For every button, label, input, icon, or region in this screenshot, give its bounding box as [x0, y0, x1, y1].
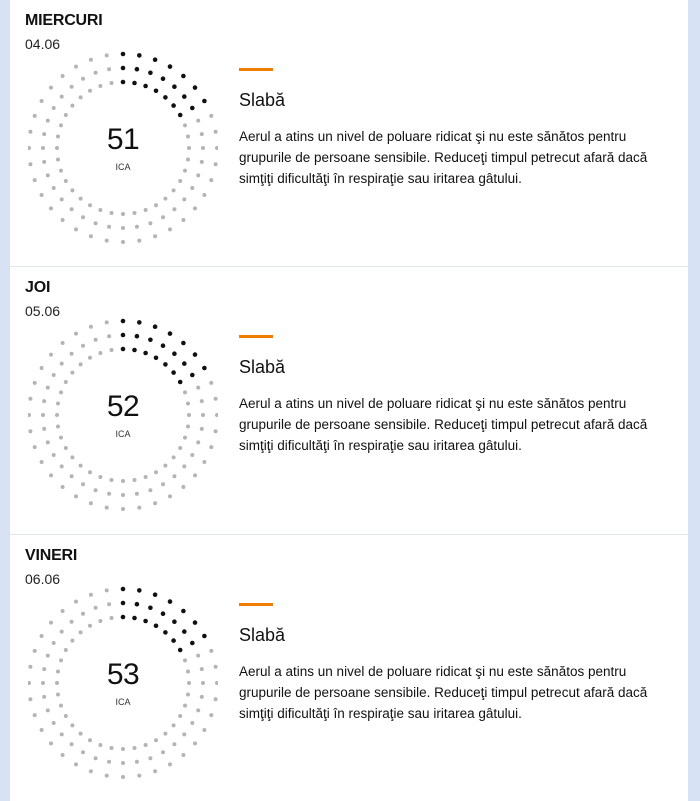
gauge-dot-active: [163, 95, 168, 100]
gauge-dot-inactive: [110, 211, 114, 215]
gauge-dot-inactive: [81, 612, 85, 616]
gauge-dot-inactive: [202, 460, 206, 464]
gauge-dot-active: [132, 81, 137, 86]
gauge-dot-active: [193, 352, 198, 357]
gauge-dot-inactive: [178, 446, 182, 450]
gauge-dot-inactive: [105, 506, 109, 510]
gauge-dot-active: [182, 94, 187, 99]
gauge-dot-active: [182, 361, 187, 366]
gauge-dot-inactive: [61, 485, 65, 489]
gauge-dot-inactive: [88, 624, 92, 628]
gauge-dot-inactive: [137, 239, 141, 243]
gauge-dot-inactive: [186, 693, 190, 697]
gauge-dot-inactive: [105, 588, 109, 592]
gauge-dot-inactive: [79, 732, 83, 736]
gauge-dot-inactive: [148, 488, 152, 492]
gauge-dot-active: [137, 53, 142, 58]
gauge-dot-active: [172, 84, 177, 89]
gauge-dot-inactive: [46, 173, 50, 177]
gauge-dot-inactive: [181, 218, 185, 222]
gauge-dot-inactive: [46, 386, 50, 390]
gauge-dot-inactive: [153, 234, 157, 238]
gauge-dot-active: [202, 366, 207, 371]
gauge-dot-inactive: [107, 67, 111, 71]
gauge-dot-inactive: [81, 750, 85, 754]
gauge-dot-inactive: [88, 203, 92, 207]
gauge-dot-inactive: [190, 186, 194, 190]
gauge-dot-inactive: [52, 106, 56, 110]
gauge-dot-inactive: [168, 762, 172, 766]
gauge-dot-inactive: [79, 630, 83, 634]
day-date: 04.06: [25, 36, 61, 52]
gauge-dot-inactive: [52, 721, 56, 725]
gauge-dot-inactive: [172, 207, 176, 211]
gauge-dot-inactive: [70, 207, 74, 211]
gauge-dot-active: [154, 624, 159, 629]
gauge-dot-inactive: [98, 619, 102, 623]
gauge-dot-active: [153, 57, 158, 62]
gauge-dot-inactive: [60, 732, 64, 736]
day-name: VINERI: [25, 547, 78, 564]
gauge-dot-inactive: [209, 178, 213, 182]
gauge-dot-active: [148, 71, 153, 76]
gauge-dot-inactive: [89, 325, 93, 329]
gauge-dot-inactive: [154, 470, 158, 474]
gauge-dot-active: [121, 319, 126, 324]
gauge-dot-inactive: [49, 473, 53, 477]
gauge-dot-inactive: [178, 179, 182, 183]
gauge-dot-inactive: [70, 723, 74, 727]
day-name: MIERCURI: [25, 12, 103, 29]
gauge-dot-inactive: [181, 485, 185, 489]
level-accent-bar: [239, 335, 273, 338]
gauge-dot-inactive: [209, 713, 213, 717]
gauge-dot-active: [154, 89, 159, 94]
gauge-dot-inactive: [70, 455, 74, 459]
gauge-dot-inactive: [172, 723, 176, 727]
gauge-dot-inactive: [182, 464, 186, 468]
gauge-dot-inactive: [52, 453, 56, 457]
gauge-dot-inactive: [186, 158, 190, 162]
gauge-dot-inactive: [110, 616, 114, 620]
aqi-unit-label: ICA: [115, 162, 131, 172]
gauge-dot-active: [161, 343, 166, 348]
gauge-dot-inactive: [121, 761, 125, 765]
gauge-dot-inactive: [46, 654, 50, 658]
gauge-dot-inactive: [161, 215, 165, 219]
gauge-dot-inactive: [94, 488, 98, 492]
gauge-dot-inactive: [186, 425, 190, 429]
gauge-dot-inactive: [70, 352, 74, 356]
gauge-dot-inactive: [121, 240, 125, 244]
gauge-dot-active: [193, 85, 198, 90]
aqi-unit-label: ICA: [115, 429, 131, 439]
forecast-card-wednesday: [10, 0, 688, 266]
gauge-dot-active: [171, 638, 176, 643]
gauge-dot-inactive: [46, 119, 50, 123]
gauge-dot-active: [121, 333, 126, 338]
gauge-dot-inactive: [33, 178, 37, 182]
gauge-dot-inactive: [110, 478, 114, 482]
gauge-dot-inactive: [182, 197, 186, 201]
gauge-dot-inactive: [154, 203, 158, 207]
gauge-dot-inactive: [33, 649, 37, 653]
gauge-dot-active: [172, 619, 177, 624]
gauge-dot-inactive: [181, 753, 185, 757]
gauge-dot-inactive: [74, 762, 78, 766]
gauge-dot-active: [161, 76, 166, 81]
gauge-dot-inactive: [61, 218, 65, 222]
air-quality-description: Aerul a atins un nivel de poluare ridicat şi nu este sănătos pentru grupurile de persoane sensibile. Reduceţi timpul petrecut afară dacă simţiţi dificultăţi în respiraţie sau iritarea gâtului.: [239, 129, 648, 186]
gauge-dot-inactive: [209, 381, 213, 385]
gauge-dot-inactive: [74, 494, 78, 498]
gauge-dot-active: [135, 67, 140, 72]
gauge-dot-active: [121, 615, 126, 620]
gauge-dot-inactive: [89, 769, 93, 773]
gauge-dot-inactive: [60, 95, 64, 99]
gauge-dot-inactive: [137, 506, 141, 510]
gauge-dot-active: [202, 99, 207, 104]
aqi-value: 51: [106, 123, 140, 156]
gauge-dot-active: [153, 592, 158, 597]
gauge-dot-active: [135, 334, 140, 339]
day-name: JOI: [25, 279, 51, 296]
gauge-dot-inactive: [33, 445, 37, 449]
gauge-dot-active: [148, 606, 153, 611]
gauge-dot-inactive: [190, 721, 194, 725]
gauge-dot-inactive: [70, 742, 74, 746]
aqi-gauge: [28, 317, 218, 517]
gauge-dot-inactive: [190, 453, 194, 457]
gauge-dot-inactive: [178, 714, 182, 718]
gauge-dot-active: [178, 113, 183, 118]
gauge-dot-inactive: [105, 53, 109, 57]
gauge-dot-inactive: [61, 753, 65, 757]
gauge-dot-inactive: [144, 743, 148, 747]
aqi-value: 53: [106, 658, 140, 691]
gauge-dot-inactive: [40, 366, 44, 370]
gauge-dot-inactive: [107, 334, 111, 338]
gauge-dot-inactive: [89, 58, 93, 62]
gauge-dot-inactive: [110, 746, 114, 750]
gauge-dot-inactive: [105, 774, 109, 778]
gauge-dot-inactive: [49, 621, 53, 625]
gauge-dot-inactive: [88, 89, 92, 93]
gauge-dot-active: [153, 324, 158, 329]
gauge-dot-active: [121, 587, 126, 592]
gauge-dot-inactive: [148, 756, 152, 760]
gauge-dot-inactive: [98, 351, 102, 355]
gauge-dot-inactive: [182, 732, 186, 736]
gauge-dot-inactive: [60, 197, 64, 201]
gauge-dot-inactive: [163, 464, 167, 468]
gauge-dot-active: [172, 351, 177, 356]
gauge-dot-active: [181, 341, 186, 346]
gauge-dot-inactive: [74, 600, 78, 604]
gauge-dot-inactive: [163, 197, 167, 201]
gauge-dot-inactive: [168, 494, 172, 498]
gauge-dot-inactive: [40, 460, 44, 464]
gauge-dot-active: [137, 320, 142, 325]
gauge-dot-inactive: [163, 732, 167, 736]
gauge-dot-active: [193, 620, 198, 625]
gauge-dot-inactive: [196, 654, 200, 658]
gauge-dot-active: [181, 74, 186, 79]
gauge-dot-inactive: [107, 602, 111, 606]
gauge-dot-inactive: [64, 179, 68, 183]
gauge-dot-inactive: [49, 353, 53, 357]
gauge-dot-inactive: [74, 332, 78, 336]
gauge-dot-inactive: [33, 381, 37, 385]
gauge-dot-inactive: [56, 425, 60, 429]
gauge-dot-inactive: [121, 507, 125, 511]
gauge-dot-inactive: [94, 221, 98, 225]
gauge-dot-inactive: [33, 713, 37, 717]
gauge-dot-inactive: [98, 743, 102, 747]
gauge-dot-inactive: [154, 738, 158, 742]
gauge-dot-active: [161, 611, 166, 616]
gauge-dot-inactive: [135, 492, 139, 496]
gauge-dot-inactive: [40, 634, 44, 638]
gauge-dot-active: [171, 103, 176, 108]
gauge-dot-inactive: [70, 85, 74, 89]
gauge-dot-inactive: [70, 104, 74, 108]
gauge-dot-inactive: [79, 95, 83, 99]
gauge-dot-inactive: [193, 741, 197, 745]
gauge-dot-active: [121, 66, 126, 71]
gauge-dot-inactive: [121, 747, 125, 751]
gauge-dot-active: [154, 356, 159, 361]
gauge-dot-active: [148, 338, 153, 343]
gauge-dot-inactive: [79, 464, 83, 468]
gauge-dot-inactive: [153, 501, 157, 505]
day-date: 06.06: [25, 571, 61, 587]
gauge-dot-inactive: [94, 606, 98, 610]
gauge-dot-inactive: [52, 186, 56, 190]
gauge-dot-inactive: [121, 212, 125, 216]
gauge-dot-inactive: [61, 341, 65, 345]
gauge-dot-inactive: [153, 769, 157, 773]
gauge-dot-inactive: [172, 455, 176, 459]
gauge-dot-inactive: [98, 208, 102, 212]
gauge-dot-inactive: [193, 473, 197, 477]
gauge-dot-inactive: [88, 356, 92, 360]
gauge-dot-inactive: [196, 708, 200, 712]
gauge-dot-inactive: [64, 446, 68, 450]
gauge-dot-inactive: [94, 338, 98, 342]
gauge-dot-inactive: [144, 208, 148, 212]
forecast-card-thursday: [10, 266, 688, 533]
forecast-card-friday: [10, 534, 688, 801]
aqi-gauge: [28, 50, 218, 250]
gauge-dot-inactive: [133, 211, 137, 215]
gauge-dot-active: [143, 619, 148, 624]
gauge-dot-active: [178, 380, 183, 385]
gauge-dot-inactive: [133, 478, 137, 482]
gauge-dot-active: [163, 630, 168, 635]
gauge-dot-inactive: [94, 756, 98, 760]
gauge-dot-active: [121, 52, 126, 57]
air-quality-level: Slabă: [239, 625, 286, 645]
gauge-dot-inactive: [89, 234, 93, 238]
gauge-dot-inactive: [40, 728, 44, 732]
gauge-dot-inactive: [61, 609, 65, 613]
gauge-dot-inactive: [94, 71, 98, 75]
gauge-dot-inactive: [52, 373, 56, 377]
day-date: 05.06: [25, 303, 61, 319]
gauge-dot-inactive: [107, 492, 111, 496]
gauge-dot-inactive: [81, 344, 85, 348]
gauge-dot-inactive: [70, 474, 74, 478]
gauge-dot-inactive: [49, 741, 53, 745]
gauge-dot-active: [178, 648, 183, 653]
gauge-dot-inactive: [49, 86, 53, 90]
gauge-dot-inactive: [56, 693, 60, 697]
gauge-dot-active: [168, 599, 173, 604]
gauge-dot-active: [132, 348, 137, 353]
gauge-dot-inactive: [209, 114, 213, 118]
gauge-dot-active: [190, 373, 195, 378]
gauge-dot-inactive: [202, 728, 206, 732]
air-quality-description: Aerul a atins un nivel de poluare ridicat şi nu este sănătos pentru grupurile de persoane sensibile. Reduceţi timpul petrecut afară dacă simţiţi dificultăţi în respiraţie sau iritarea gâtului.: [239, 664, 648, 721]
gauge-dot-active: [121, 347, 126, 352]
gauge-dot-active: [143, 84, 148, 89]
gauge-dot-inactive: [89, 593, 93, 597]
gauge-dot-inactive: [64, 714, 68, 718]
gauge-dot-inactive: [89, 501, 93, 505]
gauge-dot-active: [171, 370, 176, 375]
gauge-dot-inactive: [52, 641, 56, 645]
gauge-dot-active: [121, 601, 126, 606]
gauge-dot-inactive: [98, 84, 102, 88]
gauge-dot-inactive: [49, 206, 53, 210]
gauge-dot-inactive: [81, 215, 85, 219]
gauge-dot-inactive: [209, 649, 213, 653]
gauge-dot-inactive: [79, 197, 83, 201]
gauge-dot-inactive: [172, 474, 176, 478]
gauge-dot-inactive: [161, 482, 165, 486]
gauge-dot-inactive: [121, 226, 125, 230]
gauge-dot-inactive: [110, 348, 114, 352]
gauge-dot-inactive: [144, 475, 148, 479]
aqi-unit-label: ICA: [115, 697, 131, 707]
gauge-dot-inactive: [135, 225, 139, 229]
gauge-dot-active: [168, 64, 173, 69]
gauge-dot-inactive: [74, 227, 78, 231]
gauge-dot-inactive: [46, 708, 50, 712]
gauge-dot-inactive: [121, 775, 125, 779]
gauge-dot-inactive: [105, 320, 109, 324]
gauge-dot-inactive: [110, 81, 114, 85]
gauge-dot-inactive: [61, 74, 65, 78]
gauge-dot-active: [190, 641, 195, 646]
gauge-dot-inactive: [135, 760, 139, 764]
gauge-dot-active: [190, 106, 195, 111]
gauge-dot-inactive: [60, 464, 64, 468]
level-accent-bar: [239, 603, 273, 606]
forecast-list: [10, 0, 688, 800]
gauge-dot-inactive: [40, 193, 44, 197]
gauge-dot-inactive: [70, 188, 74, 192]
gauge-dot-inactive: [137, 774, 141, 778]
gauge-dot-inactive: [121, 479, 125, 483]
gauge-dot-inactive: [81, 77, 85, 81]
gauge-dot-inactive: [88, 470, 92, 474]
gauge-dot-inactive: [70, 639, 74, 643]
gauge-dot-inactive: [70, 371, 74, 375]
gauge-dot-inactive: [64, 648, 68, 652]
gauge-dot-inactive: [98, 475, 102, 479]
gauge-dot-inactive: [70, 620, 74, 624]
air-quality-level: Slabă: [239, 357, 286, 377]
gauge-dot-inactive: [168, 227, 172, 231]
gauge-dot-active: [163, 362, 168, 367]
air-quality-level: Slabă: [239, 90, 286, 110]
gauge-dot-inactive: [64, 113, 68, 117]
aqi-value: 52: [106, 390, 140, 423]
air-quality-description: Aerul a atins un nivel de poluare ridicat şi nu este sănătos pentru grupurile de persoane sensibile. Reduceţi timpul petrecut afară dacă simţiţi dificultăţi în respiraţie sau iritarea gâtului.: [239, 396, 648, 453]
gauge-dot-inactive: [40, 99, 44, 103]
gauge-dot-active: [181, 609, 186, 614]
gauge-dot-inactive: [60, 362, 64, 366]
gauge-dot-inactive: [172, 188, 176, 192]
aqi-gauge: [28, 585, 218, 785]
gauge-dot-inactive: [133, 746, 137, 750]
gauge-dot-inactive: [161, 750, 165, 754]
gauge-dot-inactive: [74, 65, 78, 69]
gauge-dot-active: [202, 634, 207, 639]
gauge-dot-inactive: [64, 380, 68, 384]
gauge-dot-inactive: [202, 193, 206, 197]
level-accent-bar: [239, 68, 273, 71]
gauge-dot-inactive: [148, 221, 152, 225]
gauge-dot-inactive: [60, 630, 64, 634]
gauge-dot-inactive: [172, 742, 176, 746]
gauge-dot-inactive: [196, 440, 200, 444]
gauge-dot-active: [132, 616, 137, 621]
gauge-dot-inactive: [196, 119, 200, 123]
gauge-dot-inactive: [107, 225, 111, 229]
gauge-dot-inactive: [81, 482, 85, 486]
gauge-dot-inactive: [46, 440, 50, 444]
gauge-dot-inactive: [56, 158, 60, 162]
gauge-dot-inactive: [79, 362, 83, 366]
gauge-dot-inactive: [121, 493, 125, 497]
gauge-dot-inactive: [33, 114, 37, 118]
gauge-dot-inactive: [88, 738, 92, 742]
gauge-dot-active: [168, 331, 173, 336]
gauge-dot-inactive: [196, 173, 200, 177]
gauge-dot-active: [137, 588, 142, 593]
gauge-dot-active: [182, 629, 187, 634]
gauge-dot-inactive: [196, 386, 200, 390]
gauge-dot-active: [143, 351, 148, 356]
gauge-dot-inactive: [193, 206, 197, 210]
gauge-dot-active: [121, 80, 126, 85]
gauge-dot-inactive: [107, 760, 111, 764]
gauge-dot-inactive: [105, 239, 109, 243]
gauge-dot-inactive: [209, 445, 213, 449]
gauge-dot-active: [135, 602, 140, 607]
